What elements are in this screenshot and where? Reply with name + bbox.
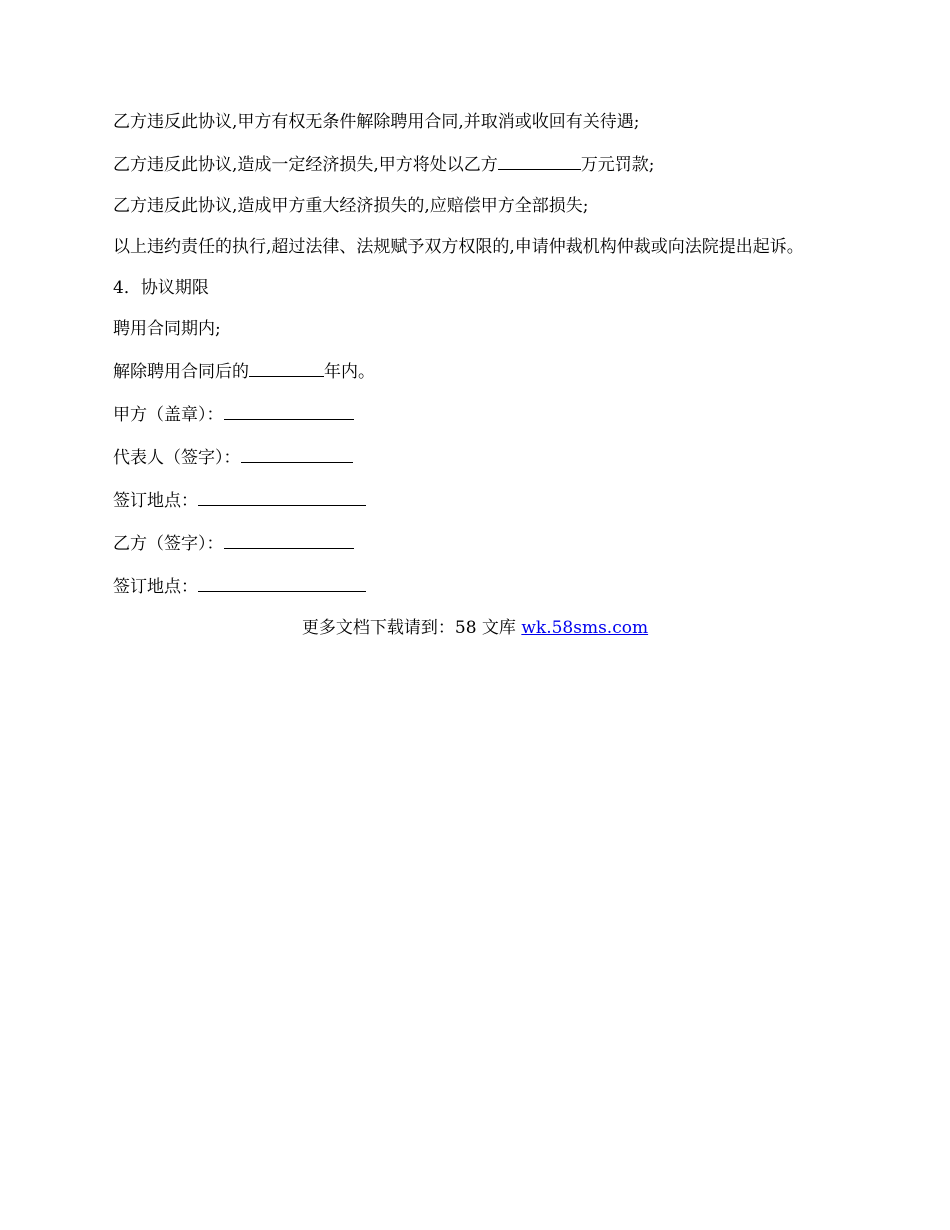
signature-label: 乙方（签字）： bbox=[113, 534, 224, 554]
fine-amount-blank bbox=[498, 153, 581, 170]
signature-party-a bbox=[113, 403, 833, 426]
paragraph-breach-terminate bbox=[113, 112, 833, 133]
paragraph-breach-compensate bbox=[113, 196, 833, 217]
signature-label: 签订地点： bbox=[113, 491, 198, 511]
signature-blank bbox=[224, 532, 354, 549]
signature-party-b bbox=[113, 532, 833, 555]
footer-text: 更多文档下载请到：58 文库 bbox=[301, 618, 516, 638]
signature-label: 甲方（盖章）： bbox=[113, 405, 224, 425]
signature-place-2 bbox=[113, 575, 833, 598]
paragraph-term-after bbox=[113, 360, 833, 383]
paragraph-text: 解除聘用合同后的 bbox=[113, 362, 249, 382]
section-heading-term bbox=[113, 278, 833, 299]
signature-place-1 bbox=[113, 489, 833, 512]
signature-representative bbox=[113, 446, 833, 469]
signature-blank bbox=[241, 446, 353, 463]
footer bbox=[0, 618, 950, 639]
paragraph-term-during bbox=[113, 319, 833, 340]
paragraph-text-suffix: 年内。 bbox=[324, 362, 375, 382]
paragraph-text: 聘用合同期内; bbox=[113, 319, 221, 339]
paragraph-text: 乙方违反此协议,造成一定经济损失,甲方将处以乙方 bbox=[113, 155, 498, 175]
paragraph-text: 乙方违反此协议,造成甲方重大经济损失的,应赔偿甲方全部损失; bbox=[113, 196, 589, 216]
years-blank bbox=[249, 360, 324, 377]
heading-text: 4．协议期限 bbox=[113, 278, 209, 298]
signature-label: 签订地点： bbox=[113, 577, 198, 597]
signature-blank bbox=[198, 575, 366, 592]
paragraph-text: 以上违约责任的执行,超过法律、法规赋予双方权限的,申请仲裁机构仲裁或向法院提出起诉。 bbox=[113, 237, 804, 257]
signature-label: 代表人（签字）： bbox=[113, 448, 241, 468]
signature-blank bbox=[198, 489, 366, 506]
footer-link[interactable]: wk.58sms.com bbox=[521, 618, 649, 638]
signature-blank bbox=[224, 403, 354, 420]
paragraph-text: 乙方违反此协议,甲方有权无条件解除聘用合同,并取消或收回有关待遇; bbox=[113, 112, 640, 132]
paragraph-breach-fine bbox=[113, 153, 833, 176]
paragraph-arbitration bbox=[113, 237, 833, 258]
paragraph-text-suffix: 万元罚款; bbox=[580, 155, 655, 175]
document-page bbox=[113, 112, 833, 639]
